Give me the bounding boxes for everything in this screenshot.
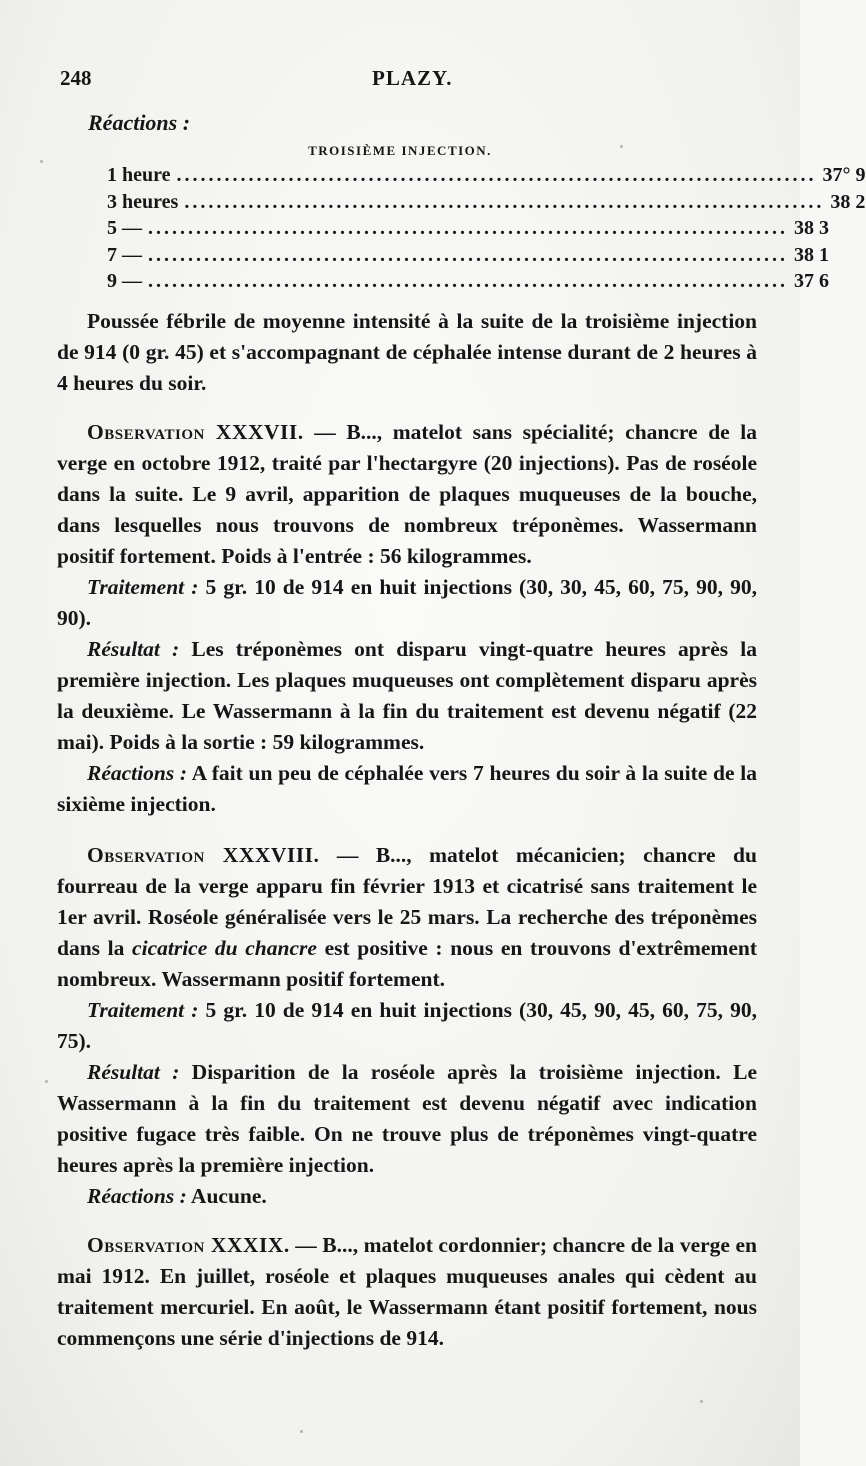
traitement-text: 5 gr. 10 de 914 en huit injections (30, 45, 90, 45, 60, 75, 90, 75). xyxy=(57,998,757,1053)
paper-speck xyxy=(45,1080,48,1083)
observation-heading: Observation XXXIX. xyxy=(87,1233,290,1257)
observation-intro xyxy=(57,417,757,572)
observation-37 xyxy=(57,417,757,820)
resultat-label: Résultat : xyxy=(87,637,180,661)
reactions-text: A fait un peu de céphalée vers 7 heures du soir à la suite de la sixième injection. xyxy=(57,761,757,816)
temperature-value: 38 2 xyxy=(830,190,866,213)
leader-dots: ................................................................................ xyxy=(148,243,788,266)
observation-heading: Observation XXXVII. xyxy=(87,420,304,444)
observation-intro-text: — B..., matelot cordonnier; chancre de la verge en mai 1912. En juillet, roséole et plaques muqueuses anales qui cèdent au traitement mercuriel. En août, le Wassermann étant positif fortement, nous commençons une série d'injections de 914. xyxy=(57,1233,757,1350)
observation-intro xyxy=(57,1230,757,1354)
observation-intro xyxy=(57,840,757,995)
leader-dots: ................................................................................ xyxy=(176,164,817,186)
leader-dots: ................................................................................ xyxy=(148,270,788,292)
resultat-text: Les tréponèmes ont disparu vingt-quatre heures après la première injection. Les plaques muqueuses ont complètement disparu après la deuxième. Le Wassermann à la fin du traitement est devenu négatif (22 mai). Poids à la sortie : 59 kilogrammes. xyxy=(57,637,757,754)
reactions-paragraph xyxy=(57,1181,757,1212)
resultat-paragraph xyxy=(57,1057,757,1181)
page-header xyxy=(60,62,740,98)
observation-38 xyxy=(57,840,757,1212)
temperature-value: 38 3 xyxy=(794,217,829,239)
temperature-value: 37° 9 xyxy=(822,164,866,186)
observation-intro-italic: cicatrice du chancre xyxy=(132,936,317,960)
resultat-label: Résultat : xyxy=(87,1060,180,1084)
temperature-time: 3 heures xyxy=(107,190,179,213)
reactions-label: Réactions : xyxy=(87,761,188,785)
temperature-row xyxy=(107,190,866,218)
page-number: 248 xyxy=(60,66,92,90)
temperature-value: 37 6 xyxy=(794,270,829,292)
traitement-paragraph xyxy=(57,572,757,634)
leader-dots: ................................................................................ xyxy=(184,190,825,213)
paper-speck xyxy=(620,145,623,148)
temperature-row xyxy=(107,164,866,191)
paper-speck xyxy=(40,160,43,163)
resultat-paragraph xyxy=(57,634,757,758)
resultat-text: Disparition de la roséole après la troisième injection. Le Wassermann à la fin du traitement est devenu négatif avec indication positive fugace très faible. On ne trouve plus de tréponèmes vingt-quatre heures après la première injection. xyxy=(57,1060,757,1177)
observation-heading: Observation XXXVIII. xyxy=(87,843,320,867)
section-title: TROISIÈME INJECTION. xyxy=(308,143,492,158)
leader-dots: ................................................................................ xyxy=(148,217,788,239)
temperature-value: 38 1 xyxy=(794,243,829,266)
paragraph-text: Poussée fébrile de moyenne intensité à la suite de la troisième injection de 914 (0 gr. 45) et s'accompagnant de céphalée intense durant de 2 heures à 4 heures du soir. xyxy=(57,309,757,395)
traitement-text: 5 gr. 10 de 914 en huit injections (30, 30, 45, 60, 75, 90, 90, 90). xyxy=(57,575,757,630)
running-head: PLAZY. xyxy=(372,66,453,90)
temperature-time: 7 — xyxy=(107,243,142,266)
observation-intro-text: — B..., matelot sans spécialité; chancre de la verge en octobre 1912, traité par l'hectargyre (20 injections). Pas de roséole dans la suite. Le 9 avril, apparition de plaques muqueuses de la bouche, dans lesquelles nous trouvons de nombreux tréponèmes. Wassermann positif fortement. Poids à l'entrée : 56 kilogrammes. xyxy=(57,420,758,568)
temperature-time: 1 heure xyxy=(107,164,171,186)
temperature-row xyxy=(107,243,829,271)
traitement-label: Traitement : xyxy=(87,575,199,599)
temperature-row xyxy=(107,217,829,244)
traitement-label: Traitement : xyxy=(87,998,199,1022)
observation-39 xyxy=(57,1230,757,1354)
reactions-label: Réactions : xyxy=(88,110,191,135)
reactions-label: Réactions : xyxy=(87,1184,187,1208)
reactions-paragraph xyxy=(57,758,757,820)
temperature-row xyxy=(107,270,829,297)
reactions-text: Aucune. xyxy=(186,1184,267,1208)
traitement-paragraph xyxy=(57,995,757,1057)
temperature-table xyxy=(107,164,866,297)
paper-speck xyxy=(700,1400,703,1403)
observation-intro-text: est positive : nous en trouvons d'extrêmement nombreux. Wassermann positif fortement. xyxy=(57,936,757,991)
paper-speck xyxy=(300,1430,303,1433)
observation-intro-text: — B..., matelot mécanicien; chancre du fourreau de la verge apparu fin février 1913 et cicatrisé sans traitement le 1er avril. Roséole généralisée vers le 25 mars. La recherche des tréponèmes dans la xyxy=(57,843,757,960)
fever-paragraph xyxy=(57,306,757,399)
temperature-time: 9 — xyxy=(107,270,142,292)
temperature-time: 5 — xyxy=(107,217,142,239)
